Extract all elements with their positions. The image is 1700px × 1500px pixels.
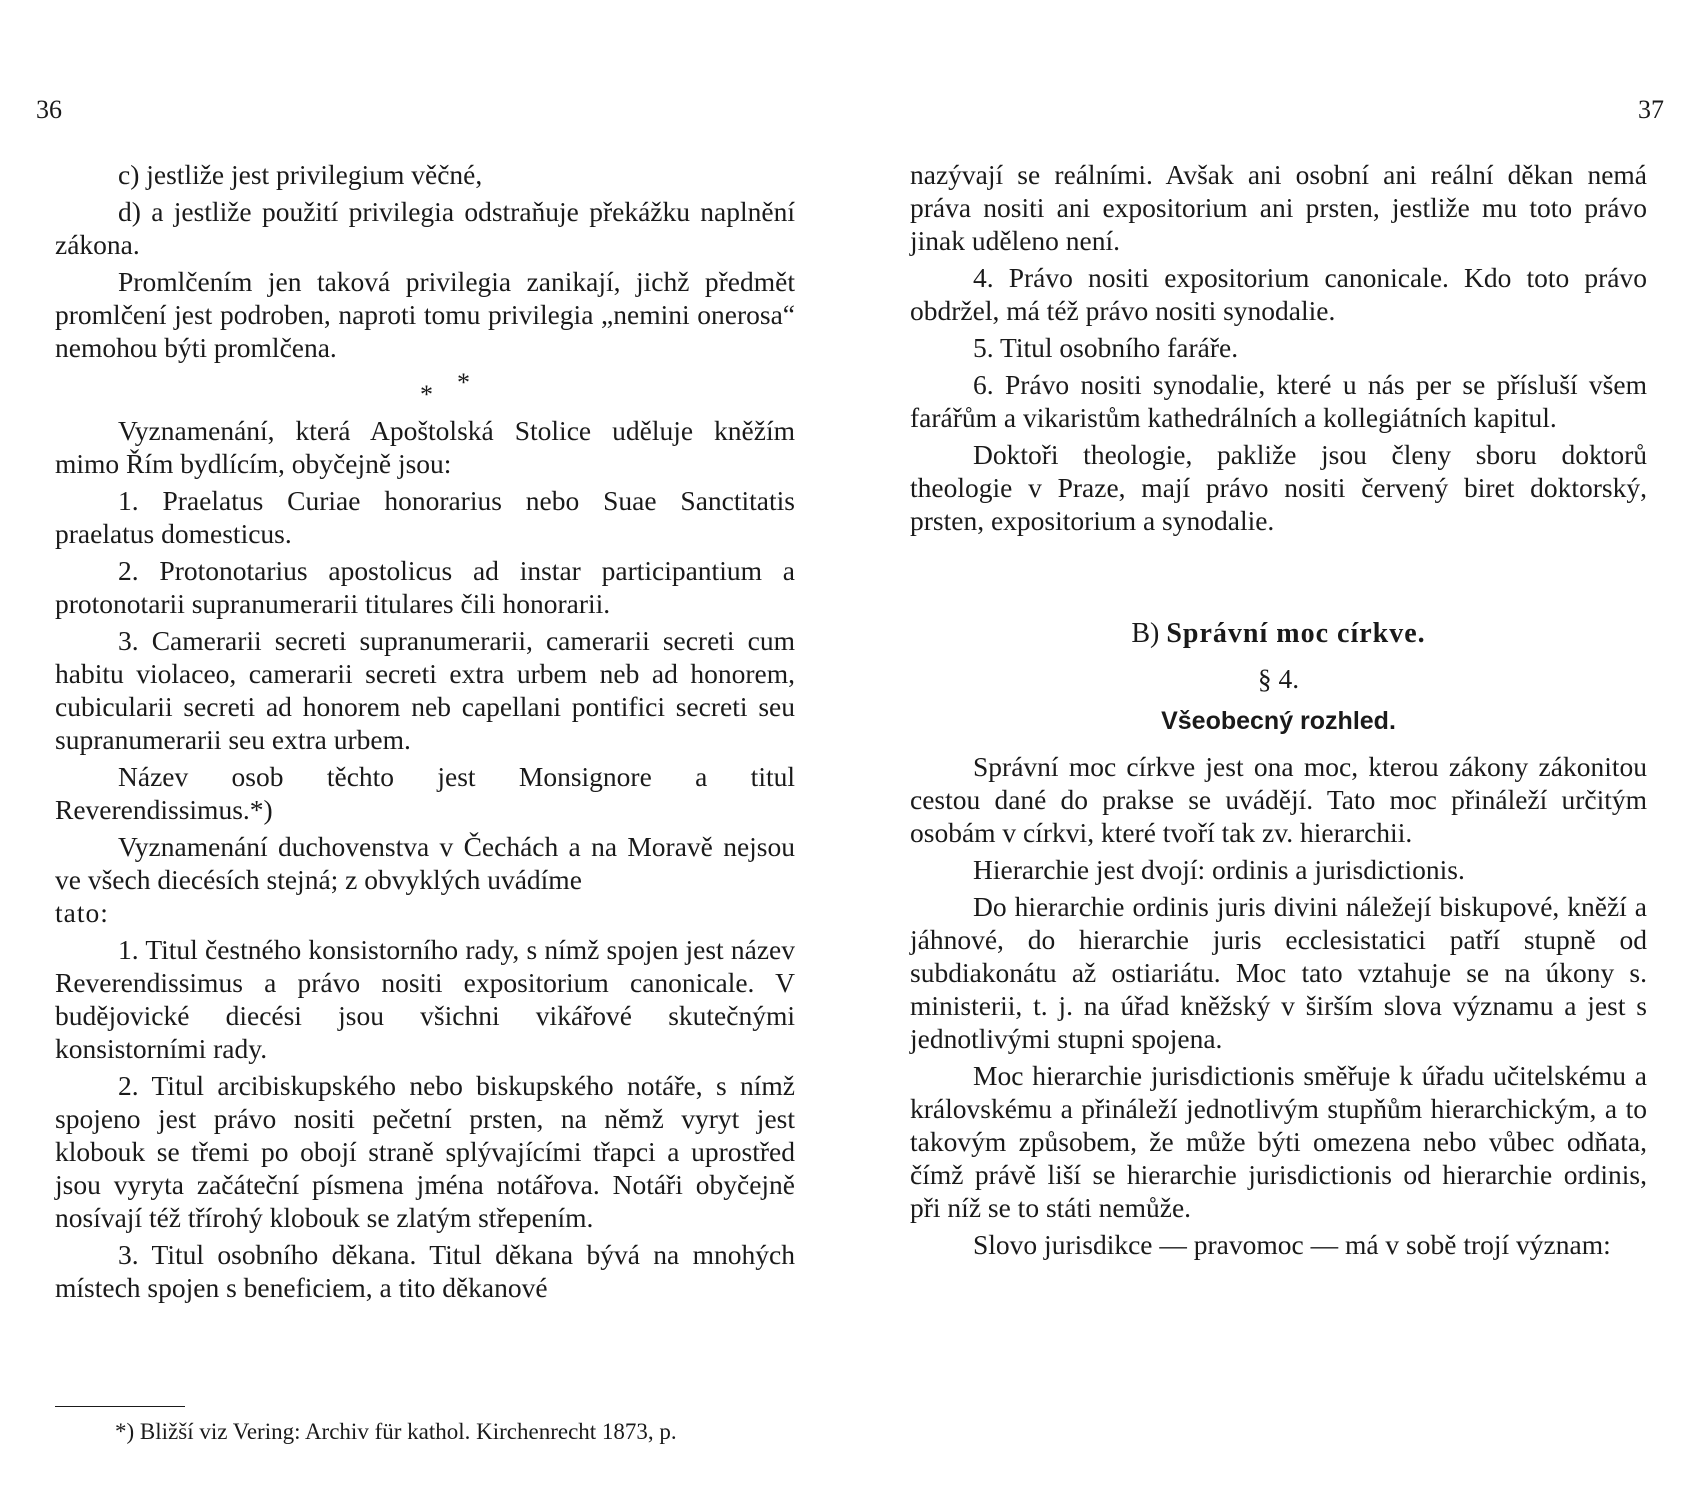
paragraph: c) jestliže jest privilegium věčné, xyxy=(118,159,483,190)
section-number: § 4. xyxy=(1257,663,1300,694)
list-item: 2. Protonotarius apostolicus ad instar participantium a protonotarii supranumerarii titulares čili honorarii. xyxy=(55,555,795,619)
right-page xyxy=(850,0,1700,1500)
section-heading-title: Správní moc církve. xyxy=(1166,618,1426,649)
subheading: Všeobecný rozhled. xyxy=(1161,707,1396,735)
list-item: 4. Právo nositi expositorium canonicale. Kdo toto právo obdržel, má též právo nositi synodalie. xyxy=(910,262,1647,326)
paragraph: Správní moc církve jest ona moc, kterou zákony zákonitou cestou dané do prakse se uvádějí. Tato moc přináleží určitým osobám v církvi, které tvoří tak zv. hierarchii. xyxy=(910,751,1647,848)
page-number-right: 37 xyxy=(1638,95,1664,124)
paragraph: Hierarchie jest dvojí: ordinis a jurisdictionis. xyxy=(973,854,1465,885)
list-item: 1. Titul čestného konsistorního rady, s nímž spojen jest název Reverendissimus a právo nositi expositorium canonicale. V budějovické diecési jsou všichni vikářové skutečnými konsistorními rady. xyxy=(55,934,795,1064)
paragraph: Do hierarchie ordinis juris divini náležejí biskupové, kněží a jáhnové, do hierarchie juris ecclesistatici patří stupně od subdiakonátu až ostiariátu. Moc tato vztahuje se na úkony s. ministerii, t. j. na úřad kněžský v širším slova významu a jest s jednotlivými stupni spojena. xyxy=(910,891,1647,1054)
footnote-divider xyxy=(55,1406,185,1407)
section-heading xyxy=(910,617,1647,650)
paragraph: d) a jestliže použití privilegia odstraňuje překážku naplnění zákona. xyxy=(55,196,795,260)
section-heading-prefix: B) xyxy=(1131,618,1160,649)
paragraph: Moc hierarchie jurisdictionis směřuje k úřadu učitelskému a královskému a přináleží jednotlivým stupňům hierarchickým, a to takovým způsobem, že může býti omezena nebo vůbec odňata, čímž právě liší se hierarchie jurisdictionis od hierarchie ordinis, při níž se to státi nemůže. xyxy=(910,1060,1647,1223)
paragraph: Promlčením jen taková privilegia zanikají, jichž předmět promlčení jest podroben, naproti tomu privilegia „nemini onerosa“ nemohou býti promlčena. xyxy=(55,266,795,363)
paragraph: tato: xyxy=(55,897,109,928)
list-item: 5. Titul osobního faráře. xyxy=(973,332,1239,363)
right-text-column xyxy=(910,158,1647,1265)
paragraph: Doktoři theologie, pakliže jsou členy sboru doktorů theologie v Praze, mají právo nositi červený biret doktorský, prsten, expositorium a synodalie. xyxy=(910,439,1647,536)
list-item: 1. Praelatus Curiae honorarius nebo Suae Sanctitatis praelatus domesticus. xyxy=(55,485,795,549)
paragraph: nazývají se reálními. Avšak ani osobní ani reální děkan nemá práva nositi ani expositorium ani prsten, jestliže mu toto právo jinak uděleno není. xyxy=(910,159,1647,256)
list-item: 3. Camerarii secreti supranumerarii, camerarii secreti cum habitu violaceo, camerarii secreti extra urbem neb ad honorem, cubicularii secreti ad honorem neb capellani pontifici secreti seu supranumerarii seu extra urbem. xyxy=(55,625,795,755)
list-item: 6. Právo nositi synodalie, které u nás per se přísluší všem farářům a vikaristům kathedrálních a kollegiátních kapitul. xyxy=(910,369,1647,433)
page-number-left: 36 xyxy=(36,95,62,124)
footnote: *) Bližší viz Vering: Archiv für kathol. Kirchenrecht 1873, p. xyxy=(115,1419,677,1444)
paragraph: Vyznamenání, která Apoštolská Stolice uděluje kněžím mimo Řím bydlícím, obyčejně jsou: xyxy=(55,415,795,479)
left-text-column xyxy=(55,158,795,1308)
paragraph: Název osob těchto jest Monsignore a titul Reverendissimus.*) xyxy=(55,761,795,825)
list-item: 3. Titul osobního děkana. Titul děkana bývá na mnohých místech spojen s beneficiem, a tito děkanové xyxy=(55,1239,795,1303)
section-separator xyxy=(55,368,795,409)
paragraph: Vyznamenání duchovenstva v Čechách a na Moravě nejsou ve všech diecésích stejná; z obvyklých uvádíme xyxy=(55,831,795,895)
asterisk: * xyxy=(420,380,433,409)
paragraph: Slovo jurisdikce — pravomoc — má v sobě trojí význam: xyxy=(973,1229,1611,1260)
list-item: 2. Titul arcibiskupského nebo biskupského notáře, s nímž spojeno jest právo nositi pečetní prsten, na němž vyryt jest klobouk se třemi po obojí straně splývajícími třapci a uprostřed jsou vyryta začáteční písmena jména notářova. Notáři obyčejně nosívají též třírohý klobouk se zlatým střepením. xyxy=(55,1070,795,1233)
asterisk: * xyxy=(457,368,470,397)
